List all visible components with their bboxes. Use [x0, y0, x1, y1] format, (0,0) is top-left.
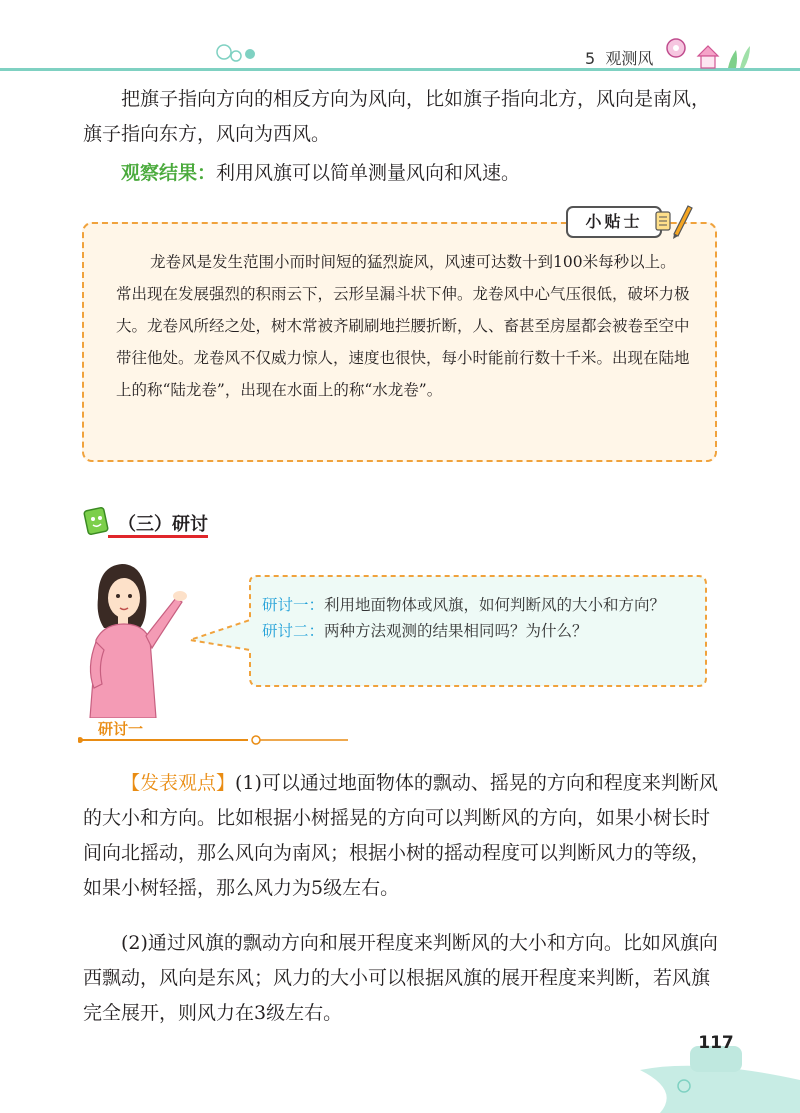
house-flower-decoration-icon	[658, 28, 758, 78]
question-two-text: 两种方法观测的结果相同吗？为什么？	[324, 622, 588, 640]
question-one-label: 研讨一：	[262, 596, 325, 614]
question-one	[262, 592, 692, 618]
tip-label: 小贴士	[566, 206, 662, 238]
section-label: 研讨一	[98, 720, 144, 738]
question-two-label: 研讨二：	[262, 622, 325, 640]
observation-label: 观察结果：	[121, 162, 217, 184]
paragraph-opinion-one	[83, 766, 723, 906]
section-divider-line	[78, 734, 378, 748]
chapter-header	[585, 46, 653, 69]
tip-box	[82, 222, 717, 462]
discussion-underline	[108, 535, 208, 538]
page-number: 117	[698, 1033, 734, 1053]
bubbles-decoration-icon	[210, 36, 270, 66]
paragraph-opinion-two: (2)通过风旗的飘动方向和展开程度来判断风的大小和方向。比如风旗向西飘动，风向是东风；风力的大小可以根据风旗的展开程度来判断，若风旗完全展开，则风力在3级左右。	[83, 932, 718, 1024]
chapter-title: 观测风	[605, 49, 654, 68]
chapter-number: 5	[585, 49, 596, 68]
opinion-label: 【发表观点】	[121, 772, 236, 794]
tip-text: 龙卷风是发生范围小而时间短的猛烈旋风，风速可达数十到100米每秒以上。常出现在发展强烈的积雨云下，云形呈漏斗状下伸。龙卷风中心气压很低，破坏力极大。龙卷风所经之处，树木常被齐刷刷地拦腰折断，人、畜甚至房屋都会被卷至空中带往他处。龙卷风不仅威力惊人，速度也很快，每小时能前行数十千米。出现在陆地上的称“陆龙卷”，出现在水面上的称“水龙卷”。	[116, 253, 690, 399]
bubble-text	[262, 592, 692, 644]
question-one-text: 利用地面物体或风旗，如何判断风的大小和方向？	[324, 596, 666, 614]
question-two	[262, 618, 692, 644]
book-mascot-icon	[80, 503, 114, 537]
paragraph-flag-direction: 把旗子指向方向的相反方向为风向，比如旗子指向北方，风向是南风，旗子指向东方，风向为西风。	[83, 88, 711, 145]
opinion-one-text: (1)可以通过地面物体的飘动、摇晃的方向和程度来判断风的大小和方向。比如根据小树摇晃的方向可以判断风的方向，如果小树长时间向北摇动，那么风向为南风；根据小树的摇动程度可以判断风力的等级，如果小树轻摇，那么风力为5级左右。	[83, 772, 718, 899]
discussion-heading: （三）研讨	[118, 514, 208, 535]
pencil-icon	[650, 200, 694, 240]
observation-text: 利用风旗可以简单测量风向和风速。	[216, 162, 521, 184]
paragraph-observation	[83, 156, 723, 191]
